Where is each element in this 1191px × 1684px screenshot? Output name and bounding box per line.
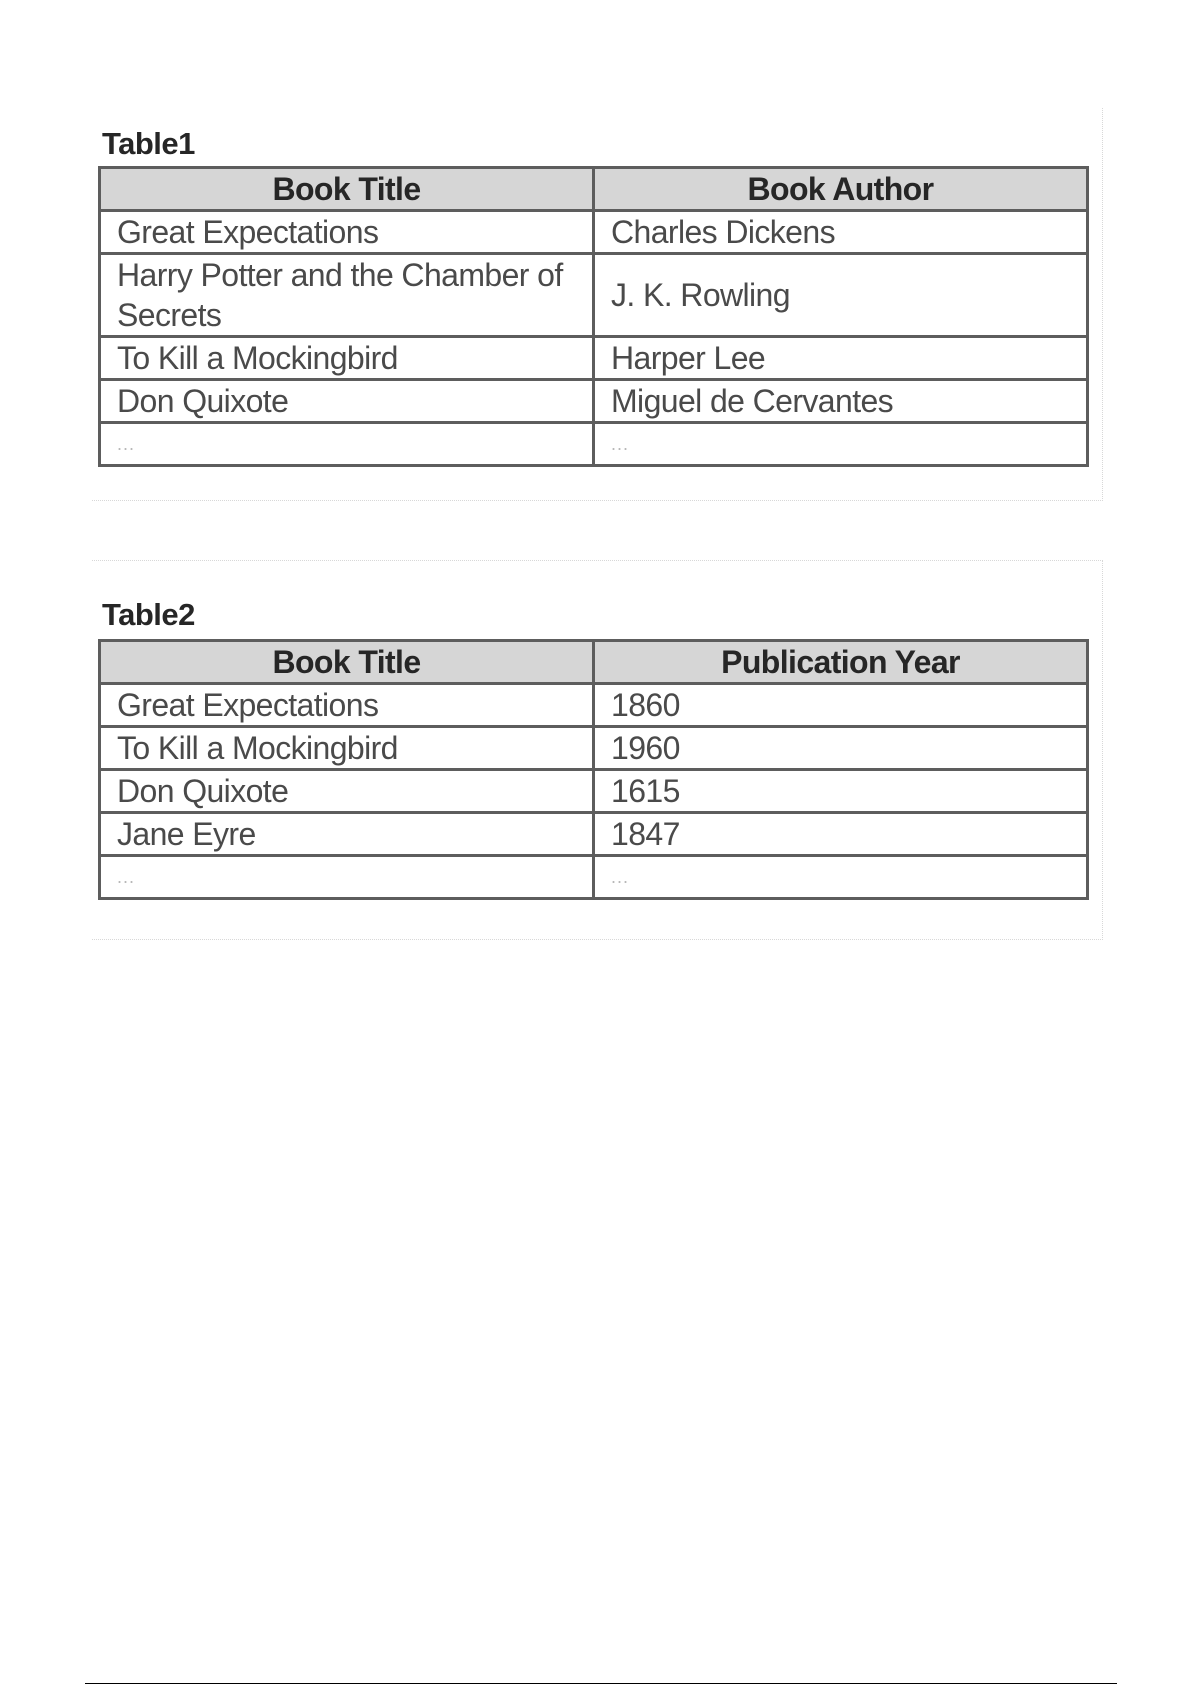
table1-cell-author: Charles Dickens [594, 211, 1088, 254]
table2-caption: Table2 [102, 597, 195, 632]
table1-cell-title: To Kill a Mockingbird [100, 337, 594, 380]
table2-cell-year: ... [594, 856, 1088, 899]
table2-header-publication-year: Publication Year [594, 641, 1088, 684]
table1-cell-title: Don Quixote [100, 380, 594, 423]
table-row [100, 380, 1088, 423]
table1-cell-title: ... [100, 423, 594, 466]
table2-header-book-title: Book Title [100, 641, 594, 684]
table1-header-book-author: Book Author [594, 168, 1088, 211]
table1-cell-author: Harper Lee [594, 337, 1088, 380]
table2-cell-year: 1847 [594, 813, 1088, 856]
table2-cell-year: 1860 [594, 684, 1088, 727]
table-row [100, 770, 1088, 813]
table2-cell-title: To Kill a Mockingbird [100, 727, 594, 770]
table1-cell-author: Miguel de Cervantes [594, 380, 1088, 423]
table2 [98, 639, 1089, 900]
table-row [100, 856, 1088, 899]
table-row [100, 254, 1088, 337]
table2-header-row [100, 641, 1088, 684]
table1-cell-author: J. K. Rowling [594, 254, 1088, 337]
table2-cell-year: 1960 [594, 727, 1088, 770]
table1 [98, 166, 1089, 467]
table2-cell-title: Jane Eyre [100, 813, 594, 856]
table2-cell-title: Great Expectations [100, 684, 594, 727]
table-row [100, 337, 1088, 380]
table2-cell-year: 1615 [594, 770, 1088, 813]
table1-header-row [100, 168, 1088, 211]
table2-figure [92, 560, 1103, 940]
table-row [100, 211, 1088, 254]
table1-cell-author: ... [594, 423, 1088, 466]
table2-cell-title: Don Quixote [100, 770, 594, 813]
table1-cell-title: Great Expectations [100, 211, 594, 254]
table1-cell-title: Harry Potter and the Chamber of Secrets [100, 254, 594, 337]
table2-cell-title: ... [100, 856, 594, 899]
table1-header-book-title: Book Title [100, 168, 594, 211]
table-row [100, 684, 1088, 727]
table-row [100, 813, 1088, 856]
table1-figure [92, 108, 1103, 501]
table-row [100, 423, 1088, 466]
table-row [100, 727, 1088, 770]
table1-caption: Table1 [102, 126, 195, 161]
